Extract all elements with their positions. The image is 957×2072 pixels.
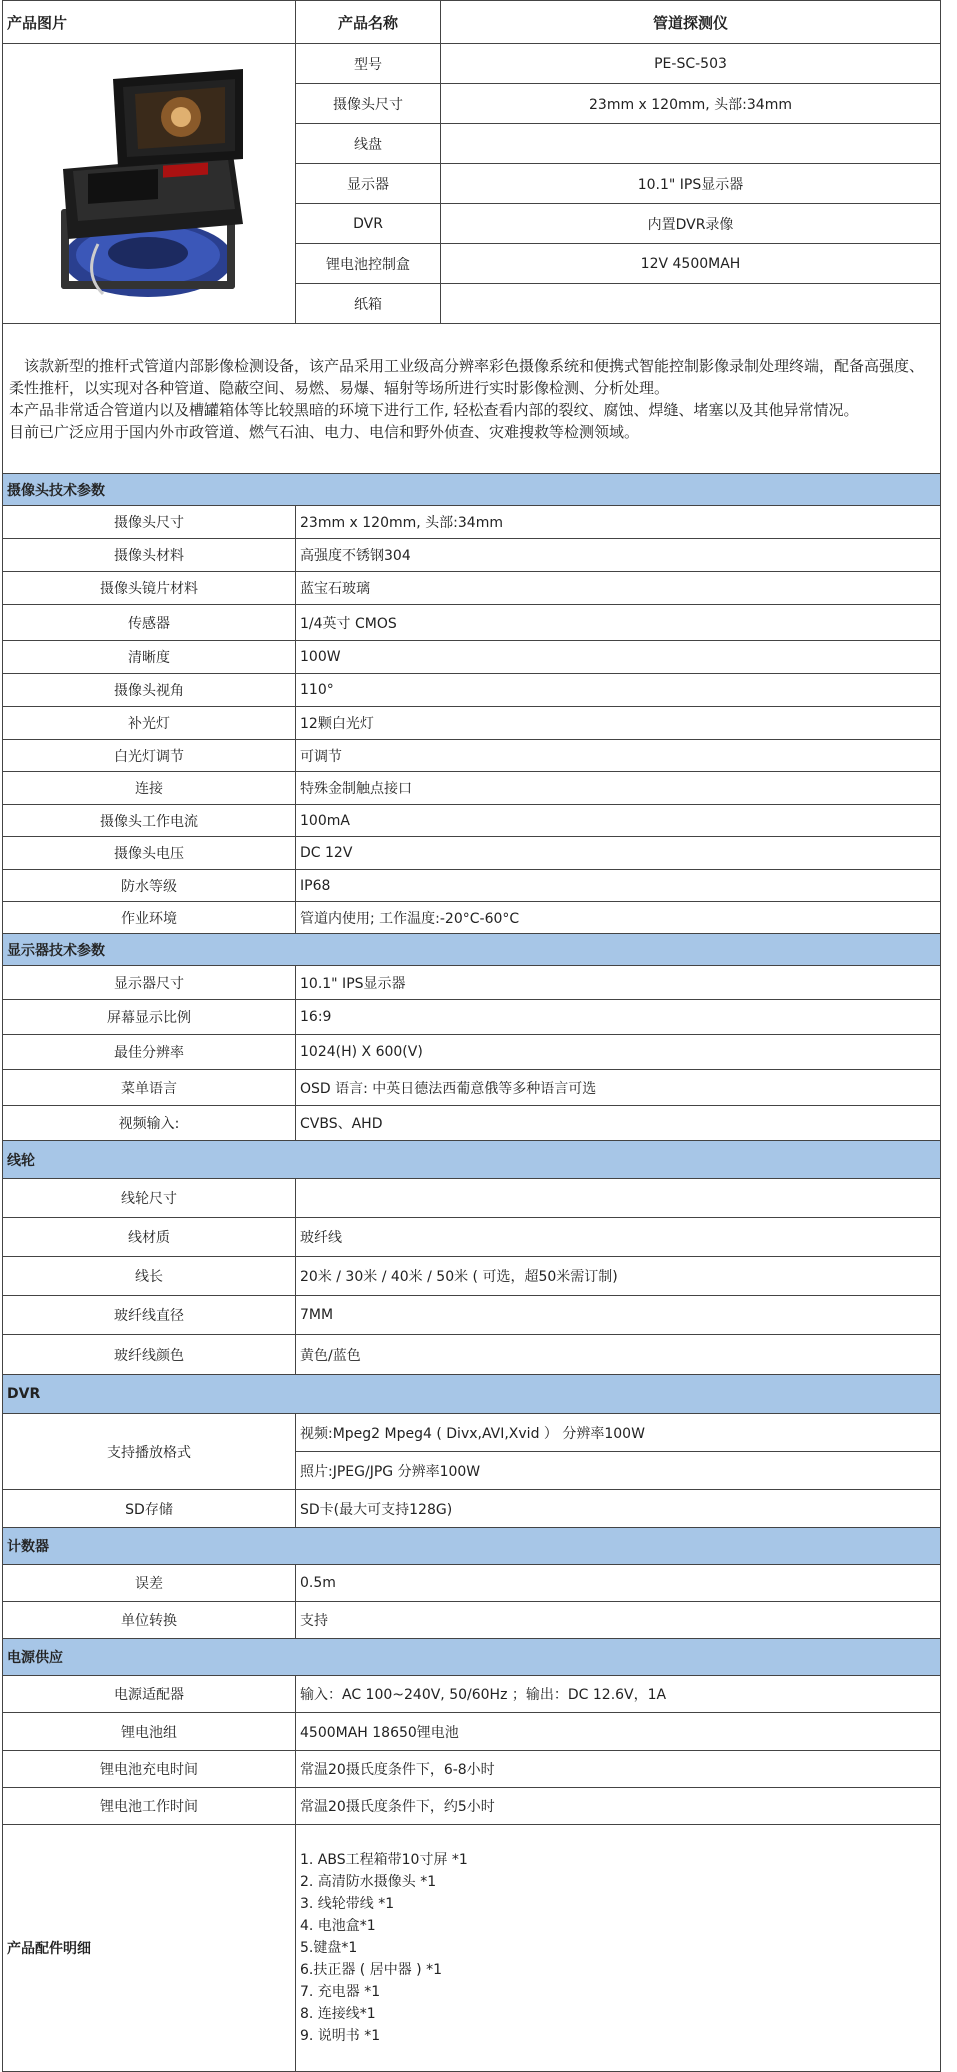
- spec-sheet: [2, 0, 942, 2072]
- row-label: 显示器尺寸: [3, 966, 296, 1000]
- row-value: 1/4英寸 CMOS: [296, 605, 941, 641]
- name-label: 产品名称: [296, 1, 441, 44]
- row-label: 摄像头电压: [3, 837, 296, 870]
- table-row: [3, 902, 941, 934]
- spec-value: PE-SC-503: [441, 44, 941, 84]
- table-row: [3, 1070, 941, 1106]
- table-row: [3, 1296, 941, 1335]
- row-value: CVBS、AHD: [296, 1106, 941, 1141]
- row-label: SD存储: [3, 1490, 296, 1528]
- row-label: 支持播放格式: [3, 1414, 296, 1490]
- section-header: [3, 1141, 941, 1179]
- spec-label: 型号: [296, 44, 441, 84]
- row-label: 线长: [3, 1257, 296, 1296]
- table-row: [3, 1257, 941, 1296]
- spec-row: [3, 44, 941, 84]
- row-label: 摄像头镜片材料: [3, 572, 296, 605]
- row-value: IP68: [296, 870, 941, 902]
- row-value: 0.5m: [296, 1565, 941, 1602]
- row-value: 常温20摄氏度条件下，6-8小时: [296, 1751, 941, 1788]
- table-row: [3, 572, 941, 605]
- accessories-list: [296, 1825, 941, 2072]
- spec-value: 23mm x 120mm, 头部:34mm: [441, 84, 941, 124]
- row-label: 清晰度: [3, 641, 296, 674]
- section-title: 计数器: [3, 1528, 941, 1565]
- list-item: 6.扶正器 ( 居中器 ) *1: [300, 1962, 442, 1978]
- table-row: [3, 837, 941, 870]
- section-header: [3, 1639, 941, 1676]
- description-paragraph: 本产品非常适合管道内以及槽罐箱体等比较黑暗的环境下进行工作, 轻松查看内部的裂纹、腐蚀、焊缝、堵塞以及其他异常情况。: [9, 400, 859, 419]
- description-row: [3, 324, 941, 474]
- row-value: 管道内使用; 工作温度:-20°C-60°C: [296, 902, 941, 934]
- row-value: 10.1" IPS显示器: [296, 966, 941, 1000]
- row-value: 高强度不锈钢304: [296, 539, 941, 572]
- row-label: 摄像头工作电流: [3, 805, 296, 837]
- table-row: [3, 506, 941, 539]
- section-header: [3, 474, 941, 506]
- row-label: 线材质: [3, 1218, 296, 1257]
- spec-value: 内置DVR录像: [441, 204, 941, 244]
- table-row: [3, 1035, 941, 1070]
- row-label: 最佳分辨率: [3, 1035, 296, 1070]
- table-row: [3, 641, 941, 674]
- list-item: 9. 说明书 *1: [300, 2028, 381, 2044]
- spec-value: [441, 284, 941, 324]
- description-paragraph: 该款新型的推杆式管道内部影像检测设备，该产品采用工业级高分辨率彩色摄像系统和便携式智能控制影像录制处理终端，配备高强度、柔性推杆，以实现对各种管道、隐蔽空间、易燃、易爆、辐射等场所进行实时影像检测、分析处理。: [9, 356, 925, 397]
- row-value: 12颗白光灯: [296, 707, 941, 740]
- list-item: 4. 电池盒*1: [300, 1918, 376, 1934]
- spec-label: 线盘: [296, 124, 441, 164]
- table-row: [3, 870, 941, 902]
- table-row: [3, 539, 941, 572]
- row-label: 摄像头视角: [3, 674, 296, 707]
- spec-value: [441, 124, 941, 164]
- table-row: [3, 1602, 941, 1639]
- spec-label: 纸箱: [296, 284, 441, 324]
- row-value: 照片:JPEG/JPG 分辨率100W: [296, 1452, 941, 1490]
- row-label: 玻纤线直径: [3, 1296, 296, 1335]
- table-row: [3, 1179, 941, 1218]
- row-value: 1024(H) X 600(V): [296, 1035, 941, 1070]
- row-label: 摄像头尺寸: [3, 506, 296, 539]
- row-value: [296, 1179, 941, 1218]
- row-value: 100mA: [296, 805, 941, 837]
- row-label: 连接: [3, 772, 296, 805]
- row-value: 7MM: [296, 1296, 941, 1335]
- table-row: [3, 674, 941, 707]
- row-label: 锂电池充电时间: [3, 1751, 296, 1788]
- row-value: 玻纤线: [296, 1218, 941, 1257]
- row-label: 单位转换: [3, 1602, 296, 1639]
- row-value: 常温20摄氏度条件下，约5小时: [296, 1788, 941, 1825]
- row-value: 110°: [296, 674, 941, 707]
- table-row: [3, 1565, 941, 1602]
- row-label: 作业环境: [3, 902, 296, 934]
- row-label: 防水等级: [3, 870, 296, 902]
- spec-label: 显示器: [296, 164, 441, 204]
- row-label: 线轮尺寸: [3, 1179, 296, 1218]
- row-value: DC 12V: [296, 837, 941, 870]
- list-item: 1. ABS工程箱带10寸屏 *1: [300, 1852, 468, 1868]
- row-label: 补光灯: [3, 707, 296, 740]
- row-value: 视频:Mpeg2 Mpeg4 ( Divx,AVI,Xvid ） 分辨率100W: [296, 1414, 941, 1452]
- row-label: 锂电池工作时间: [3, 1788, 296, 1825]
- spec-value: 12V 4500MAH: [441, 244, 941, 284]
- row-value: 蓝宝石玻璃: [296, 572, 941, 605]
- table-row: [3, 772, 941, 805]
- row-label: 菜单语言: [3, 1070, 296, 1106]
- section-header: [3, 934, 941, 966]
- table-row: [3, 1335, 941, 1375]
- row-label: 锂电池组: [3, 1713, 296, 1751]
- list-item: 7. 充电器 *1: [300, 1984, 381, 2000]
- table-row: [3, 1000, 941, 1035]
- product-description: [3, 324, 941, 474]
- spec-value: 10.1" IPS显示器: [441, 164, 941, 204]
- row-value: OSD 语言: 中英日德法西葡意俄等多种语言可选: [296, 1070, 941, 1106]
- section-title: 线轮: [3, 1141, 941, 1179]
- row-label: 误差: [3, 1565, 296, 1602]
- section-title: 显示器技术参数: [3, 934, 941, 966]
- table-row: [3, 1414, 941, 1452]
- table-row: [3, 1788, 941, 1825]
- list-item: 2. 高清防水摄像头 *1: [300, 1874, 437, 1890]
- product-photo-cell: [3, 44, 296, 324]
- row-label: 白光灯调节: [3, 740, 296, 772]
- row-label: 玻纤线颜色: [3, 1335, 296, 1375]
- table-row: [3, 1713, 941, 1751]
- spec-table: [2, 0, 941, 2072]
- table-row: [3, 1751, 941, 1788]
- row-label: 摄像头材料: [3, 539, 296, 572]
- product-photo: [43, 59, 253, 309]
- section-header: [3, 1375, 941, 1414]
- spec-label: DVR: [296, 204, 441, 244]
- table-row: [3, 1490, 941, 1528]
- row-value: 100W: [296, 641, 941, 674]
- row-value: 支持: [296, 1602, 941, 1639]
- table-row: [3, 1106, 941, 1141]
- header-row: [3, 1, 941, 44]
- table-row: [3, 1676, 941, 1713]
- section-title: 摄像头技术参数: [3, 474, 941, 506]
- table-row: [3, 966, 941, 1000]
- row-value: 16:9: [296, 1000, 941, 1035]
- name-value: 管道探测仪: [441, 1, 941, 44]
- list-item: 3. 线轮带线 *1: [300, 1896, 395, 1912]
- list-item: 8. 连接线*1: [300, 2006, 376, 2022]
- row-value: 特殊金制触点接口: [296, 772, 941, 805]
- table-row: [3, 707, 941, 740]
- list-item: 5.键盘*1: [300, 1940, 358, 1956]
- row-value: 可调节: [296, 740, 941, 772]
- description-paragraph: 目前已广泛应用于国内外市政管道、燃气石油、电力、电信和野外侦查、灾难搜救等检测领域。: [9, 422, 640, 441]
- row-value: 输入：AC 100~240V, 50/60Hz ；输出：DC 12.6V，1A: [296, 1676, 941, 1713]
- table-row: [3, 605, 941, 641]
- table-row: [3, 805, 941, 837]
- row-value: 4500MAH 18650锂电池: [296, 1713, 941, 1751]
- row-label: 传感器: [3, 605, 296, 641]
- row-value: 23mm x 120mm, 头部:34mm: [296, 506, 941, 539]
- section-title: 电源供应: [3, 1639, 941, 1676]
- photo-label: 产品图片: [3, 1, 296, 44]
- row-label: 屏幕显示比例: [3, 1000, 296, 1035]
- row-value: SD卡(最大可支持128G): [296, 1490, 941, 1528]
- table-row: [3, 1218, 941, 1257]
- accessories-row: [3, 1825, 941, 2072]
- row-label: 视频输入:: [3, 1106, 296, 1141]
- row-value: 黄色/蓝色: [296, 1335, 941, 1375]
- accessories-title: 产品配件明细: [3, 1825, 296, 2072]
- row-value: 20米 / 30米 / 40米 / 50米 ( 可选，超50米需订制): [296, 1257, 941, 1296]
- spec-label: 锂电池控制盒: [296, 244, 441, 284]
- section-title: DVR: [3, 1375, 941, 1414]
- section-header: [3, 1528, 941, 1565]
- row-label: 电源适配器: [3, 1676, 296, 1713]
- spec-label: 摄像头尺寸: [296, 84, 441, 124]
- table-row: [3, 740, 941, 772]
